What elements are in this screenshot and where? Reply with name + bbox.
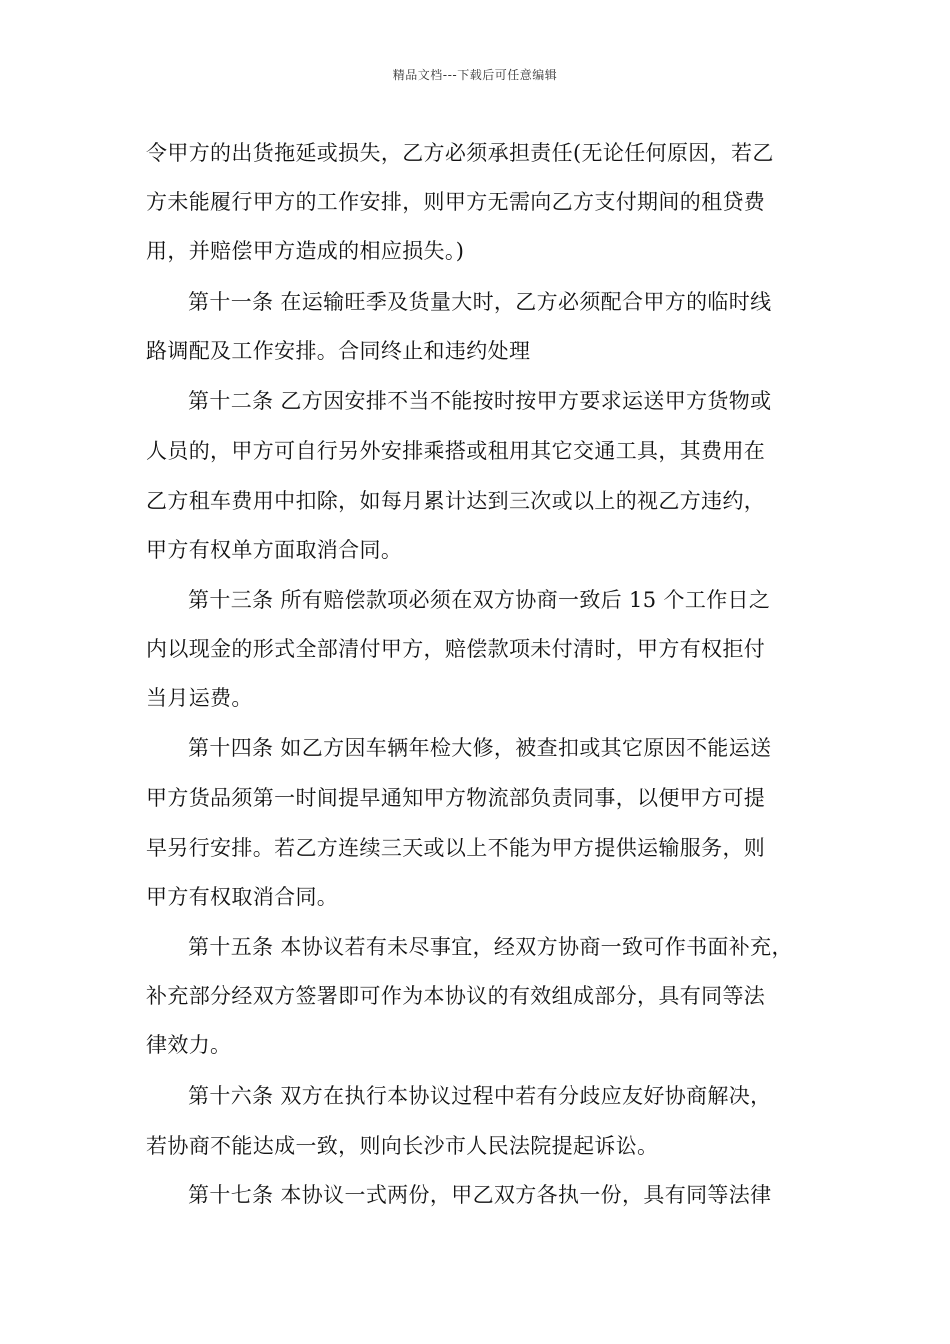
text-line: 甲方货品须第一时间提早通知甲方物流部负责同事，以便甲方可提 — [146, 786, 766, 810]
clause-17-start: 第十七条 本协议一式两份，甲乙双方各执一份，具有同等法律 — [188, 1183, 772, 1207]
text-line: 路调配及工作安排。合同终止和违约处理 — [146, 339, 531, 363]
text-line: 内以现金的形式全部清付甲方，赔偿款项未付清时，甲方有权拒付 — [146, 637, 766, 661]
clause-11-start: 第十一条 在运输旺季及货量大时，乙方必须配合甲方的临时线 — [188, 290, 772, 314]
text-line: 令甲方的出货拖延或损失，乙方必须承担责任(无论任何原因，若乙 — [146, 141, 774, 165]
text-line: 早另行安排。若乙方连续三天或以上不能为甲方提供运输服务，则 — [146, 836, 766, 860]
text-line: 乙方租车费用中扣除，如每月累计达到三次或以上的视乙方违约， — [146, 489, 766, 513]
text-line: 方未能履行甲方的工作安排，则甲方无需向乙方支付期间的租贷费 — [146, 190, 766, 214]
text-line: 用，并赔偿甲方造成的相应损失。) — [146, 239, 465, 263]
text-line: 若协商不能达成一致，则向长沙市人民法院提起诉讼。 — [146, 1134, 659, 1158]
clause-13-start: 第十三条 所有赔偿款项必须在双方协商一致后 15 个工作日之 — [188, 588, 771, 612]
clause-15-start: 第十五条 本协议若有未尽事宜，经双方协商一致可作书面补充， — [188, 935, 793, 959]
page-header: 精品文档---下载后可任意编辑 — [392, 68, 558, 82]
clause-16-start: 第十六条 双方在执行本协议过程中若有分歧应友好协商解决， — [188, 1084, 772, 1108]
text-line: 人员的，甲方可自行另外安排乘搭或租用其它交通工具，其费用在 — [146, 439, 766, 463]
text-line: 律效力。 — [146, 1033, 232, 1057]
text-line: 甲方有权取消合同。 — [146, 885, 339, 909]
clause-14-start: 第十四条 如乙方因车辆年检大修，被查扣或其它原因不能运送 — [188, 736, 772, 760]
text-line: 补充部分经双方签署即可作为本协议的有效组成部分，具有同等法 — [146, 984, 766, 1008]
text-line: 甲方有权单方面取消合同。 — [146, 538, 403, 562]
text-line: 当月运费。 — [146, 686, 253, 710]
clause-12-start: 第十二条 乙方因安排不当不能按时按甲方要求运送甲方货物或 — [188, 389, 772, 413]
